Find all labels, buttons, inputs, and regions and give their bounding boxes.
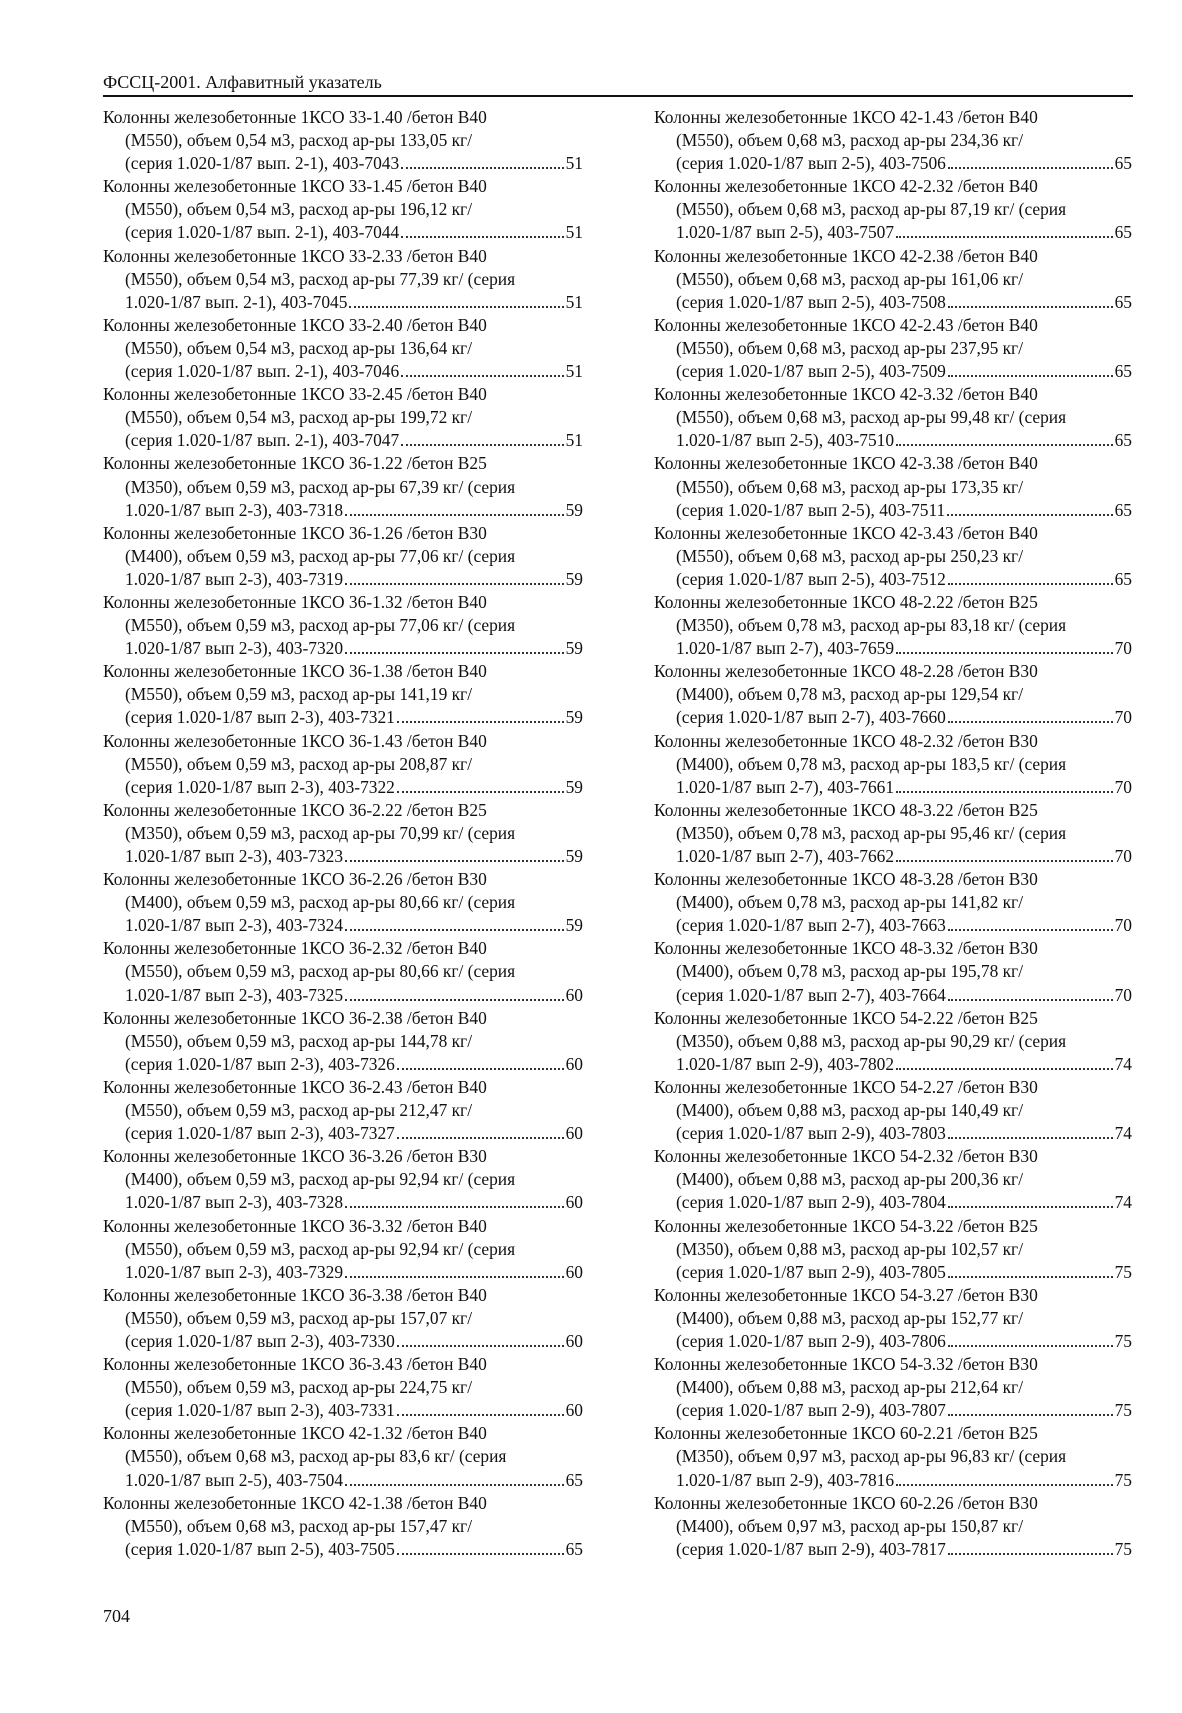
index-entry-last-line	[654, 360, 1132, 383]
index-entry-last-line	[103, 1330, 583, 1353]
index-entry	[654, 522, 1132, 591]
index-entry-page: 60	[565, 1192, 583, 1213]
index-entry-last-line	[654, 845, 1132, 868]
index-entry-code: 1.020-1/87 вып 2-3), 403-7318	[125, 499, 344, 520]
index-entry-line: (М550), объем 0,68 м3, расход ар-ры 83,6 кг/ (серия	[125, 1446, 507, 1467]
index-entry-last-line	[654, 291, 1132, 314]
index-entry-line: Колонны железобетонные 1КСО 36-2.26 /бетон В30	[103, 869, 487, 890]
index-entry-line: (М550), объем 0,59 м3, расход ар-ры 141,19 кг/	[125, 684, 473, 705]
index-entry-line: (М400), объем 0,59 м3, расход ар-ры 92,94 кг/ (серия	[125, 1169, 516, 1190]
index-entry-line: Колонны железобетонные 1КСО 42-2.32 /бетон В40	[654, 176, 1038, 197]
index-entry-code: (серия 1.020-1/87 вып 2-9), 403-7817	[676, 1538, 946, 1559]
index-entry-last-line	[103, 1469, 583, 1492]
dot-leader	[896, 860, 1113, 862]
dot-leader	[948, 167, 1113, 169]
index-entry-page: 59	[565, 776, 583, 797]
index-entry-last-line	[103, 914, 583, 937]
index-entry-page: 75	[1114, 1330, 1132, 1351]
index-entry-last-line	[103, 1053, 583, 1076]
index-entry-line: (М350), объем 0,88 м3, расход ар-ры 102,57 кг/	[676, 1238, 1024, 1259]
index-entry-last-line	[654, 429, 1132, 452]
index-entry-line: (М550), объем 0,59 м3, расход ар-ры 208,87 кг/	[125, 753, 473, 774]
index-entry	[103, 1353, 583, 1422]
index-entry	[103, 106, 583, 175]
index-entry-code: (серия 1.020-1/87 вып. 2-1), 403-7044	[125, 222, 400, 243]
dot-leader	[896, 1068, 1113, 1070]
index-entry	[654, 799, 1132, 868]
dot-leader	[896, 652, 1113, 654]
index-entry-line: (М550), объем 0,68 м3, расход ар-ры 157,47 кг/	[125, 1515, 473, 1536]
index-entry-line: Колонны железобетонные 1КСО 33-2.40 /бетон В40	[103, 314, 487, 335]
dot-leader	[948, 1206, 1113, 1208]
index-entry-code: 1.020-1/87 вып 2-7), 403-7659	[676, 638, 895, 659]
index-entry-page: 51	[565, 153, 583, 174]
index-entry-last-line	[654, 1330, 1132, 1353]
index-entry	[654, 1145, 1132, 1214]
index-entry-line: (М350), объем 0,59 м3, расход ар-ры 67,39 кг/ (серия	[125, 476, 516, 497]
index-entry-line: Колонны железобетонные 1КСО 42-2.43 /бетон В40	[654, 314, 1038, 335]
index-entry-page: 65	[1114, 361, 1132, 382]
index-entry-code: (серия 1.020-1/87 вып 2-3), 403-7331	[125, 1400, 395, 1421]
index-entry	[654, 452, 1132, 521]
index-entry-page: 70	[1114, 707, 1132, 728]
index-entry	[654, 314, 1132, 383]
index-entry-page: 65	[1114, 153, 1132, 174]
index-entry-code: (серия 1.020-1/87 вып 2-5), 403-7511	[676, 499, 946, 520]
index-entry-line: (М550), объем 0,54 м3, расход ар-ры 199,72 кг/	[125, 407, 473, 428]
index-entry-line: (М550), объем 0,59 м3, расход ар-ры 92,94 кг/ (серия	[125, 1238, 516, 1259]
index-entry-line: Колонны железобетонные 1КСО 54-3.32 /бетон В30	[654, 1354, 1038, 1375]
index-entry-line: (М550), объем 0,68 м3, расход ар-ры 173,35 кг/	[676, 476, 1024, 497]
index-entry-line: Колонны железобетонные 1КСО 54-2.22 /бетон В25	[654, 1007, 1038, 1028]
index-entry-last-line	[103, 1538, 583, 1561]
index-entry	[103, 660, 583, 729]
index-entry-page: 51	[565, 430, 583, 451]
index-entry-page: 60	[565, 1400, 583, 1421]
index-entry-last-line	[654, 1191, 1132, 1214]
index-entry-line: (М550), объем 0,68 м3, расход ар-ры 99,48 кг/ (серия	[676, 407, 1067, 428]
index-entry-code: (серия 1.020-1/87 вып 2-5), 403-7512	[676, 568, 946, 589]
index-entry-last-line	[654, 1122, 1132, 1145]
dot-leader	[896, 791, 1113, 793]
index-entry-code: (серия 1.020-1/87 вып 2-5), 403-7508	[676, 291, 946, 312]
index-entry-page: 74	[1114, 1053, 1132, 1074]
index-entry-last-line	[103, 1191, 583, 1214]
dot-leader	[948, 721, 1113, 723]
index-entry-last-line	[103, 429, 583, 452]
index-entry	[654, 1353, 1132, 1422]
index-entry-page: 60	[565, 1261, 583, 1282]
index-entry-code: (серия 1.020-1/87 вып 2-3), 403-7321	[125, 707, 395, 728]
index-entry-line: Колонны железобетонные 1КСО 36-3.43 /бетон В40	[103, 1354, 487, 1375]
dot-leader	[345, 1484, 564, 1486]
dot-leader	[948, 1553, 1113, 1555]
index-entry-line: Колонны железобетонные 1КСО 42-2.38 /бетон В40	[654, 245, 1038, 266]
index-entry-line: Колонны железобетонные 1КСО 36-3.32 /бетон В40	[103, 1215, 487, 1236]
index-entry-line: (М350), объем 0,97 м3, расход ар-ры 96,83 кг/ (серия	[676, 1446, 1067, 1467]
index-entry-line: (М550), объем 0,59 м3, расход ар-ры 224,75 кг/	[125, 1377, 473, 1398]
dot-leader	[948, 1345, 1113, 1347]
index-entry-line: (М350), объем 0,78 м3, расход ар-ры 95,46 кг/ (серия	[676, 822, 1067, 843]
index-entry-code: (серия 1.020-1/87 вып 2-9), 403-7806	[676, 1330, 946, 1351]
index-entry-code: 1.020-1/87 вып 2-3), 403-7328	[125, 1192, 344, 1213]
index-entry-page: 75	[1114, 1538, 1132, 1559]
index-entry-line: Колонны железобетонные 1КСО 60-2.21 /бетон В25	[654, 1423, 1038, 1444]
index-entry-page: 70	[1114, 915, 1132, 936]
index-entry-code: (серия 1.020-1/87 вып. 2-1), 403-7046	[125, 361, 400, 382]
index-entry-line: Колонны железобетонные 1КСО 54-2.32 /бетон В30	[654, 1146, 1038, 1167]
index-entry-code: (серия 1.020-1/87 вып 2-3), 403-7322	[125, 776, 395, 797]
dot-leader	[345, 652, 564, 654]
index-entry-line: Колонны железобетонные 1КСО 33-1.40 /бетон В40	[103, 107, 487, 127]
index-entry-page: 59	[565, 915, 583, 936]
index-entry-page: 59	[565, 846, 583, 866]
dot-leader	[948, 375, 1113, 377]
index-entry	[654, 937, 1132, 1006]
dot-leader	[948, 306, 1113, 308]
index-entry-code: (серия 1.020-1/87 вып 2-7), 403-7660	[676, 707, 946, 728]
index-entry	[654, 1422, 1132, 1491]
index-entry-line: (М550), объем 0,59 м3, расход ар-ры 77,06 кг/ (серия	[125, 615, 516, 636]
dot-leader	[345, 860, 564, 862]
index-entry-page: 59	[565, 568, 583, 589]
index-entry-line: (М400), объем 0,78 м3, расход ар-ры 195,78 кг/	[676, 961, 1024, 982]
index-entry-line: (М550), объем 0,68 м3, расход ар-ры 161,06 кг/	[676, 268, 1024, 289]
index-entry-code: 1.020-1/87 вып 2-5), 403-7510	[676, 430, 895, 451]
index-entry-line: Колонны железобетонные 1КСО 48-3.32 /бетон В30	[654, 938, 1038, 959]
index-entry-line: Колонны железобетонные 1КСО 36-3.38 /бетон В40	[103, 1284, 487, 1305]
dot-leader	[345, 1206, 564, 1208]
index-entry-line: Колонны железобетонные 1КСО 33-1.45 /бетон В40	[103, 176, 487, 197]
index-entry-last-line	[654, 152, 1132, 175]
index-entry-page: 51	[565, 222, 583, 243]
index-entry-line: (М400), объем 0,78 м3, расход ар-ры 129,54 кг/	[676, 684, 1024, 705]
index-entry-page: 59	[565, 499, 583, 520]
index-entry-last-line	[654, 221, 1132, 244]
index-entry-last-line	[103, 1122, 583, 1145]
index-entry-page: 65	[1114, 568, 1132, 589]
index-entry-page: 60	[565, 1330, 583, 1351]
index-entry-page: 65	[565, 1469, 583, 1490]
dot-leader	[345, 999, 564, 1001]
index-entry-last-line	[103, 1261, 583, 1284]
index-entry-page: 70	[1114, 638, 1132, 659]
index-entry-page: 65	[565, 1538, 583, 1559]
index-entry-line: (М550), объем 0,54 м3, расход ар-ры 136,64 кг/	[125, 337, 473, 358]
index-entry-code: 1.020-1/87 вып 2-3), 403-7325	[125, 984, 344, 1005]
index-entry-last-line	[103, 568, 583, 591]
index-entry	[654, 1284, 1132, 1353]
index-entry	[654, 591, 1132, 660]
index-entry-page: 65	[1114, 222, 1132, 243]
page-number: 704	[103, 1606, 130, 1626]
index-entry	[103, 522, 583, 591]
index-entry-code: 1.020-1/87 вып 2-9), 403-7816	[676, 1469, 895, 1490]
index-entry-code: 1.020-1/87 вып 2-7), 403-7662	[676, 846, 895, 866]
index-entry-last-line	[654, 1053, 1132, 1076]
index-entry-line: Колонны железобетонные 1КСО 36-2.32 /бетон В40	[103, 938, 487, 959]
index-entry-last-line	[103, 221, 583, 244]
index-entry	[103, 799, 583, 868]
index-entry-page: 60	[565, 984, 583, 1005]
index-column-right	[654, 106, 1132, 1561]
index-entry-line: (М550), объем 0,68 м3, расход ар-ры 250,23 кг/	[676, 545, 1024, 566]
index-entry-page: 60	[565, 1123, 583, 1144]
index-entry-line: Колонны железобетонные 1КСО 60-2.26 /бетон В30	[654, 1492, 1038, 1513]
index-entry	[654, 1076, 1132, 1145]
index-entry-line: Колонны железобетонные 1КСО 42-1.38 /бетон В40	[103, 1492, 487, 1513]
dot-leader	[397, 1345, 564, 1347]
index-entry	[654, 868, 1132, 937]
index-entry-line: (М550), объем 0,68 м3, расход ар-ры 234,36 кг/	[676, 130, 1024, 151]
index-entry-line: Колонны железобетонные 1КСО 48-3.28 /бетон В30	[654, 869, 1038, 890]
index-entry	[103, 1145, 583, 1214]
index-entry-code: (серия 1.020-1/87 вып 2-9), 403-7807	[676, 1400, 946, 1421]
index-entry-code: 1.020-1/87 вып 2-5), 403-7507	[676, 222, 895, 243]
index-entry-code: 1.020-1/87 вып 2-3), 403-7320	[125, 638, 344, 659]
index-entry-line: Колонны железобетонные 1КСО 36-2.43 /бетон В40	[103, 1076, 487, 1097]
index-entry-code: (серия 1.020-1/87 вып. 2-1), 403-7047	[125, 430, 400, 451]
index-entry-page: 51	[565, 291, 583, 312]
dot-leader	[397, 1068, 564, 1070]
dot-leader	[345, 583, 564, 585]
index-entry-page: 75	[1114, 1469, 1132, 1490]
index-entry-line: (М400), объем 0,88 м3, расход ар-ры 152,77 кг/	[676, 1307, 1024, 1328]
index-entry-line: (М550), объем 0,59 м3, расход ар-ры 157,07 кг/	[125, 1307, 473, 1328]
dot-leader	[896, 1484, 1113, 1486]
index-entry-line: (М550), объем 0,59 м3, расход ар-ры 212,47 кг/	[125, 1100, 473, 1121]
index-entry-last-line	[103, 1399, 583, 1422]
index-entry	[103, 383, 583, 452]
index-entry	[103, 591, 583, 660]
dot-leader	[948, 1276, 1113, 1278]
index-entry-code: 1.020-1/87 вып 2-3), 403-7324	[125, 915, 344, 936]
index-entry-line: (М550), объем 0,59 м3, расход ар-ры 80,66 кг/ (серия	[125, 961, 516, 982]
dot-leader	[349, 306, 563, 308]
index-entry-page: 70	[1114, 984, 1132, 1005]
index-entry-line: Колонны железобетонные 1КСО 42-3.43 /бетон В40	[654, 522, 1038, 543]
dot-leader	[345, 929, 564, 931]
index-entry	[654, 175, 1132, 244]
index-entry-last-line	[103, 706, 583, 729]
index-entry-last-line	[103, 152, 583, 175]
index-entry-line: Колонны железобетонные 1КСО 36-1.22 /бетон В25	[103, 453, 487, 474]
index-entry-line: (М400), объем 0,97 м3, расход ар-ры 150,87 кг/	[676, 1515, 1024, 1536]
index-entry-last-line	[654, 1399, 1132, 1422]
index-entry	[103, 868, 583, 937]
dot-leader	[345, 1276, 564, 1278]
index-entry-line: Колонны железобетонные 1КСО 42-3.32 /бетон В40	[654, 384, 1038, 405]
index-entry-line: (М550), объем 0,68 м3, расход ар-ры 237,95 кг/	[676, 337, 1024, 358]
dot-leader	[397, 791, 564, 793]
index-entry-line: (М400), объем 0,88 м3, расход ар-ры 140,49 кг/	[676, 1100, 1024, 1121]
index-entry	[103, 937, 583, 1006]
dot-leader	[401, 375, 563, 377]
index-entry-line: (М400), объем 0,59 м3, расход ар-ры 77,06 кг/ (серия	[125, 545, 516, 566]
index-entry-page: 65	[1114, 499, 1132, 520]
index-entry-code: (серия 1.020-1/87 вып 2-9), 403-7805	[676, 1261, 946, 1282]
index-entry-code: (серия 1.020-1/87 вып 2-5), 403-7505	[125, 1538, 395, 1559]
index-entry-page: 51	[565, 361, 583, 382]
index-entry-line: (М550), объем 0,54 м3, расход ар-ры 196,12 кг/	[125, 199, 473, 220]
index-entry-line: Колонны железобетонные 1КСО 42-1.32 /бетон В40	[103, 1423, 487, 1444]
dot-leader	[397, 1414, 564, 1416]
index-entry-code: (серия 1.020-1/87 вып 2-9), 403-7803	[676, 1123, 946, 1144]
index-entry-line: (М400), объем 0,78 м3, расход ар-ры 183,5 кг/ (серия	[676, 753, 1067, 774]
index-entry-last-line	[103, 291, 583, 314]
index-entry-line: Колонны железобетонные 1КСО 48-2.22 /бетон В25	[654, 591, 1038, 612]
index-entry-last-line	[103, 984, 583, 1007]
index-entry-line: (М400), объем 0,59 м3, расход ар-ры 80,66 кг/ (серия	[125, 892, 516, 913]
index-entry-line: Колонны железобетонные 1КСО 54-2.27 /бетон В30	[654, 1076, 1038, 1097]
dot-leader	[948, 999, 1113, 1001]
index-entry-code: (серия 1.020-1/87 вып 2-9), 403-7804	[676, 1192, 946, 1213]
index-entry-last-line	[103, 776, 583, 799]
index-entry	[654, 1492, 1132, 1561]
index-entry-line: Колонны железобетонные 1КСО 33-2.33 /бетон В40	[103, 245, 487, 266]
index-entry-last-line	[103, 499, 583, 522]
index-entry-code: (серия 1.020-1/87 вып 2-5), 403-7506	[676, 153, 946, 174]
index-entry	[103, 175, 583, 244]
index-entry-line: Колонны железобетонные 1КСО 36-1.43 /бетон В40	[103, 730, 487, 751]
index-entry	[654, 660, 1132, 729]
index-entry-last-line	[654, 1261, 1132, 1284]
index-entry	[103, 1215, 583, 1284]
index-entry	[103, 314, 583, 383]
index-entry-line: (М350), объем 0,78 м3, расход ар-ры 83,18 кг/ (серия	[676, 615, 1067, 636]
index-entry-line: (М400), объем 0,88 м3, расход ар-ры 212,64 кг/	[676, 1377, 1024, 1398]
index-entry-line: Колонны железобетонные 1КСО 36-1.32 /бетон В40	[103, 591, 487, 612]
dot-leader	[397, 1553, 564, 1555]
index-entry	[103, 730, 583, 799]
index-entry	[103, 1076, 583, 1145]
index-entry-line: Колонны железобетонные 1КСО 36-3.26 /бетон В30	[103, 1146, 487, 1167]
page-header	[103, 72, 1133, 97]
index-entry-last-line	[654, 568, 1132, 591]
index-entry-last-line	[654, 499, 1132, 522]
dot-leader	[397, 1137, 564, 1139]
index-entry-code: (серия 1.020-1/87 вып 2-7), 403-7664	[676, 984, 946, 1005]
index-entry-code: (серия 1.020-1/87 вып. 2-1), 403-7043	[125, 153, 400, 174]
dot-leader	[397, 721, 564, 723]
index-entry	[103, 452, 583, 521]
dot-leader	[401, 236, 563, 238]
index-entry-page: 65	[1114, 291, 1132, 312]
index-entry-line: Колонны железобетонные 1КСО 48-2.32 /бетон В30	[654, 730, 1038, 751]
index-entry	[654, 245, 1132, 314]
index-entry-line: (М550), объем 0,54 м3, расход ар-ры 77,39 кг/ (серия	[125, 268, 516, 289]
index-entry-last-line	[654, 776, 1132, 799]
index-entry-page: 70	[1114, 776, 1132, 797]
index-entry-last-line	[654, 1469, 1132, 1492]
index-entry-page: 65	[1114, 430, 1132, 451]
index-entry	[103, 1422, 583, 1491]
index-entry-line: (М350), объем 0,88 м3, расход ар-ры 90,29 кг/ (серия	[676, 1030, 1067, 1051]
index-entry-last-line	[654, 984, 1132, 1007]
index-column-left	[103, 106, 583, 1561]
dot-leader	[401, 444, 563, 446]
index-entry	[103, 1492, 583, 1561]
index-entry-line: Колонны железобетонные 1КСО 54-3.27 /бетон В30	[654, 1284, 1038, 1305]
index-entry-page: 59	[565, 707, 583, 728]
index-entry-last-line	[654, 914, 1132, 937]
index-entry-page: 59	[565, 638, 583, 659]
index-entry-code: 1.020-1/87 вып. 2-1), 403-7045	[125, 291, 348, 312]
index-entry	[654, 383, 1132, 452]
index-entry-last-line	[103, 845, 583, 868]
index-entry-code: (серия 1.020-1/87 вып 2-5), 403-7509	[676, 361, 946, 382]
index-entry-page: 75	[1114, 1261, 1132, 1282]
index-entry-code: (серия 1.020-1/87 вып 2-7), 403-7663	[676, 915, 946, 936]
index-entry	[654, 1215, 1132, 1284]
dot-leader	[948, 1414, 1113, 1416]
index-entry-page: 60	[565, 1053, 583, 1074]
page-header-title: ФССЦ-2001. Алфавитный указатель	[103, 72, 382, 92]
index-entry-code: 1.020-1/87 вып 2-3), 403-7329	[125, 1261, 344, 1282]
index-entry-last-line	[654, 706, 1132, 729]
index-entry-page: 74	[1114, 1192, 1132, 1213]
index-entry-code: 1.020-1/87 вып 2-3), 403-7319	[125, 568, 344, 589]
index-entry-line: (М400), объем 0,78 м3, расход ар-ры 141,82 кг/	[676, 892, 1024, 913]
index-entry-line: (М550), объем 0,54 м3, расход ар-ры 133,05 кг/	[125, 130, 473, 151]
index-entry	[654, 1007, 1132, 1076]
index-entry-page: 74	[1114, 1123, 1132, 1144]
index-entry-page: 75	[1114, 1400, 1132, 1421]
index-entry	[654, 730, 1132, 799]
dot-leader	[401, 167, 563, 169]
index-entry	[103, 1007, 583, 1076]
index-entry-line: Колонны железобетонные 1КСО 42-3.38 /бетон В40	[654, 453, 1038, 474]
index-entry-code: (серия 1.020-1/87 вып 2-3), 403-7326	[125, 1053, 395, 1074]
index-entry-line: Колонны железобетонные 1КСО 36-2.38 /бетон В40	[103, 1007, 487, 1028]
dot-leader	[948, 929, 1113, 931]
index-entry-last-line	[654, 1538, 1132, 1561]
index-entry-last-line	[103, 360, 583, 383]
index-entry-line: Колонны железобетонные 1КСО 36-2.22 /бетон В25	[103, 799, 487, 820]
index-entry-line: Колонны железобетонные 1КСО 48-2.28 /бетон В30	[654, 661, 1038, 682]
index-entry-line: (М550), объем 0,59 м3, расход ар-ры 144,78 кг/	[125, 1030, 473, 1051]
index-entry-line: (М400), объем 0,88 м3, расход ар-ры 200,36 кг/	[676, 1169, 1024, 1190]
dot-leader	[947, 514, 1112, 516]
index-entry-line: Колонны железобетонные 1КСО 48-3.22 /бетон В25	[654, 799, 1038, 820]
index-entry-line: (М550), объем 0,68 м3, расход ар-ры 87,19 кг/ (серия	[676, 199, 1067, 220]
index-entry-code: 1.020-1/87 вып 2-5), 403-7504	[125, 1469, 344, 1490]
dot-leader	[896, 236, 1113, 238]
index-entry	[103, 1284, 583, 1353]
index-entry	[103, 245, 583, 314]
index-entry-line: Колонны железобетонные 1КСО 36-1.38 /бетон В40	[103, 661, 487, 682]
index-entry-page: 70	[1114, 846, 1132, 866]
index-entry-code: (серия 1.020-1/87 вып 2-3), 403-7330	[125, 1330, 395, 1351]
dot-leader	[948, 583, 1113, 585]
index-entry-line: Колонны железобетонные 1КСО 36-1.26 /бетон В30	[103, 522, 487, 543]
index-entry-code: (серия 1.020-1/87 вып 2-3), 403-7327	[125, 1123, 395, 1144]
dot-leader	[345, 514, 564, 516]
index-entry-code: 1.020-1/87 вып 2-7), 403-7661	[676, 776, 895, 797]
index-entry-line: Колонны железобетонные 1КСО 42-1.43 /бетон В40	[654, 107, 1038, 127]
dot-leader	[896, 444, 1113, 446]
index-entry-code: 1.020-1/87 вып 2-9), 403-7802	[676, 1053, 895, 1074]
index-entry-line: (М350), объем 0,59 м3, расход ар-ры 70,99 кг/ (серия	[125, 822, 516, 843]
index-entry-last-line	[103, 637, 583, 660]
index-entry-code: 1.020-1/87 вып 2-3), 403-7323	[125, 846, 344, 866]
index-entry-line: Колонны железобетонные 1КСО 54-3.22 /бетон В25	[654, 1215, 1038, 1236]
dot-leader	[948, 1137, 1113, 1139]
index-entry	[654, 106, 1132, 175]
index-entry-last-line	[654, 637, 1132, 660]
index-entry-line: Колонны железобетонные 1КСО 33-2.45 /бетон В40	[103, 384, 487, 405]
